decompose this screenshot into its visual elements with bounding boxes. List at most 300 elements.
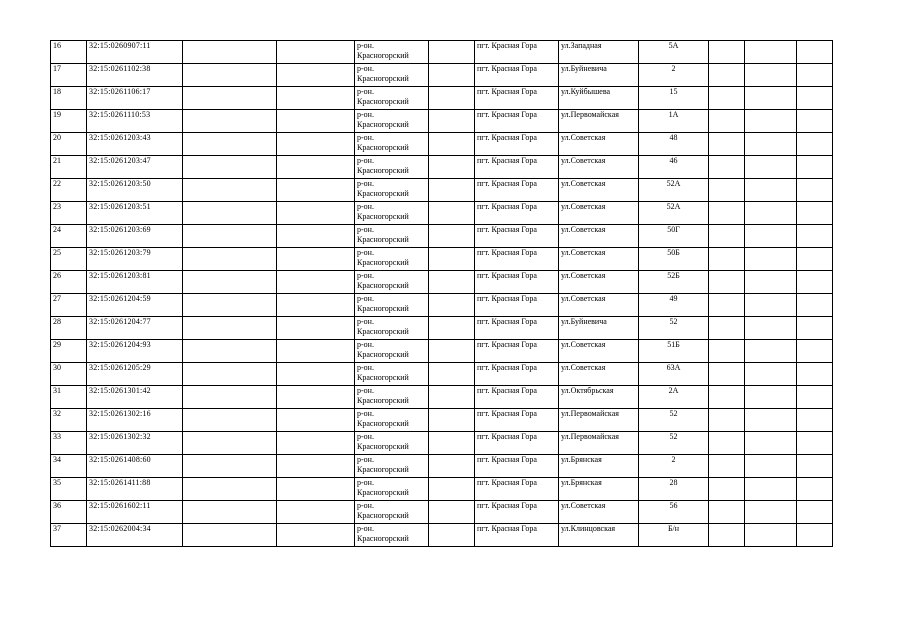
row-number-cell: 30 <box>51 363 87 386</box>
district-line: р-он. <box>357 432 374 441</box>
house-number-cell: 52 <box>639 432 709 455</box>
cadastral-number-cell: 32:15:0261102:38 <box>87 64 183 87</box>
empty-cell <box>429 64 475 87</box>
empty-cell <box>745 179 797 202</box>
district-line: Красногорский <box>357 212 409 221</box>
table-row <box>51 386 833 409</box>
district-line: р-он. <box>357 156 374 165</box>
district-cell <box>355 41 429 64</box>
empty-cell <box>745 409 797 432</box>
street-cell: ул.Советская <box>559 179 639 202</box>
street-cell: ул.Буйневича <box>559 64 639 87</box>
house-number-cell: 52 <box>639 409 709 432</box>
empty-cell <box>183 432 277 455</box>
empty-cell <box>745 501 797 524</box>
empty-cell <box>277 340 355 363</box>
empty-cell <box>709 156 745 179</box>
empty-cell <box>745 202 797 225</box>
cadastral-number-cell: 32:15:0261203:43 <box>87 133 183 156</box>
street-cell: ул.Октябрьская <box>559 386 639 409</box>
district-line: Красногорский <box>357 327 409 336</box>
empty-cell <box>745 110 797 133</box>
empty-cell <box>745 340 797 363</box>
house-number-cell: 46 <box>639 156 709 179</box>
settlement-cell: пгт. Красная Гора <box>475 409 559 432</box>
table-row <box>51 340 833 363</box>
district-line: Красногорский <box>357 373 409 382</box>
street-cell: ул.Первомайская <box>559 110 639 133</box>
table-row <box>51 317 833 340</box>
empty-cell <box>429 409 475 432</box>
empty-cell <box>277 409 355 432</box>
empty-cell <box>797 225 833 248</box>
empty-cell <box>277 478 355 501</box>
empty-cell <box>709 179 745 202</box>
empty-cell <box>277 524 355 547</box>
district-line: р-он. <box>357 248 374 257</box>
street-cell: ул.Советская <box>559 225 639 248</box>
empty-cell <box>183 156 277 179</box>
district-line: Красногорский <box>357 258 409 267</box>
house-number-cell: 28 <box>639 478 709 501</box>
district-cell <box>355 432 429 455</box>
district-line: Красногорский <box>357 511 409 520</box>
empty-cell <box>277 156 355 179</box>
row-number-cell: 25 <box>51 248 87 271</box>
empty-cell <box>277 64 355 87</box>
district-line: р-он. <box>357 202 374 211</box>
district-cell <box>355 524 429 547</box>
district-cell <box>355 340 429 363</box>
district-line: Красногорский <box>357 396 409 405</box>
district-line: р-он. <box>357 64 374 73</box>
empty-cell <box>277 386 355 409</box>
row-number-cell: 22 <box>51 179 87 202</box>
district-cell <box>355 87 429 110</box>
cadastral-number-cell: 32:15:0261203:50 <box>87 179 183 202</box>
settlement-cell: пгт. Красная Гора <box>475 455 559 478</box>
cadastral-number-cell: 32:15:0261110:53 <box>87 110 183 133</box>
street-cell: ул.Советская <box>559 133 639 156</box>
empty-cell <box>183 478 277 501</box>
empty-cell <box>183 179 277 202</box>
empty-cell <box>429 501 475 524</box>
district-line: р-он. <box>357 317 374 326</box>
empty-cell <box>709 409 745 432</box>
empty-cell <box>709 432 745 455</box>
district-line: р-он. <box>357 478 374 487</box>
cadastral-number-cell: 32:15:0261106:17 <box>87 87 183 110</box>
empty-cell <box>709 455 745 478</box>
empty-cell <box>797 156 833 179</box>
empty-cell <box>277 455 355 478</box>
table-row <box>51 363 833 386</box>
street-cell: ул.Советская <box>559 501 639 524</box>
empty-cell <box>797 340 833 363</box>
table-row <box>51 478 833 501</box>
district-line: р-он. <box>357 179 374 188</box>
empty-cell <box>277 271 355 294</box>
district-line: р-он. <box>357 87 374 96</box>
street-cell: ул.Советская <box>559 340 639 363</box>
district-line: Красногорский <box>357 534 409 543</box>
empty-cell <box>183 524 277 547</box>
settlement-cell: пгт. Красная Гора <box>475 501 559 524</box>
empty-cell <box>183 202 277 225</box>
cadastral-number-cell: 32:15:0262004:34 <box>87 524 183 547</box>
empty-cell <box>183 340 277 363</box>
empty-cell <box>709 363 745 386</box>
table-row <box>51 225 833 248</box>
cadastral-number-cell: 32:15:0261204:77 <box>87 317 183 340</box>
cadastral-number-cell: 32:15:0260907:11 <box>87 41 183 64</box>
empty-cell <box>183 64 277 87</box>
table-body <box>51 41 833 547</box>
empty-cell <box>797 524 833 547</box>
cadastral-number-cell: 32:15:0261203:81 <box>87 271 183 294</box>
district-line: р-он. <box>357 455 374 464</box>
settlement-cell: пгт. Красная Гора <box>475 87 559 110</box>
cadastral-number-cell: 32:15:0261205:29 <box>87 363 183 386</box>
table-row <box>51 294 833 317</box>
empty-cell <box>709 294 745 317</box>
street-cell: ул.Советская <box>559 363 639 386</box>
row-number-cell: 37 <box>51 524 87 547</box>
row-number-cell: 24 <box>51 225 87 248</box>
empty-cell <box>797 432 833 455</box>
settlement-cell: пгт. Красная Гора <box>475 225 559 248</box>
empty-cell <box>745 478 797 501</box>
settlement-cell: пгт. Красная Гора <box>475 179 559 202</box>
district-line: Красногорский <box>357 143 409 152</box>
street-cell: ул.Первомайская <box>559 432 639 455</box>
empty-cell <box>745 41 797 64</box>
empty-cell <box>183 133 277 156</box>
district-line: Красногорский <box>357 465 409 474</box>
district-line: Красногорский <box>357 51 409 60</box>
district-line: р-он. <box>357 133 374 142</box>
district-line: Красногорский <box>357 189 409 198</box>
district-line: р-он. <box>357 41 374 50</box>
district-cell <box>355 501 429 524</box>
empty-cell <box>745 133 797 156</box>
district-cell <box>355 156 429 179</box>
settlement-cell: пгт. Красная Гора <box>475 110 559 133</box>
row-number-cell: 18 <box>51 87 87 110</box>
district-cell <box>355 294 429 317</box>
district-line: р-он. <box>357 340 374 349</box>
row-number-cell: 21 <box>51 156 87 179</box>
district-cell <box>355 248 429 271</box>
empty-cell <box>709 202 745 225</box>
empty-cell <box>797 501 833 524</box>
empty-cell <box>797 386 833 409</box>
settlement-cell: пгт. Красная Гора <box>475 294 559 317</box>
cadastral-number-cell: 32:15:0261203:79 <box>87 248 183 271</box>
empty-cell <box>277 317 355 340</box>
empty-cell <box>277 87 355 110</box>
empty-cell <box>429 271 475 294</box>
district-line: Красногорский <box>357 350 409 359</box>
empty-cell <box>183 455 277 478</box>
street-cell: ул.Западная <box>559 41 639 64</box>
house-number-cell: 51Б <box>639 340 709 363</box>
empty-cell <box>429 340 475 363</box>
settlement-cell: пгт. Красная Гора <box>475 156 559 179</box>
district-line: р-он. <box>357 294 374 303</box>
table-row <box>51 110 833 133</box>
row-number-cell: 32 <box>51 409 87 432</box>
empty-cell <box>745 317 797 340</box>
district-line: р-он. <box>357 225 374 234</box>
row-number-cell: 17 <box>51 64 87 87</box>
street-cell: ул.Советская <box>559 271 639 294</box>
empty-cell <box>429 432 475 455</box>
empty-cell <box>797 271 833 294</box>
district-cell <box>355 271 429 294</box>
empty-cell <box>797 363 833 386</box>
land-plots-table <box>50 40 833 547</box>
row-number-cell: 36 <box>51 501 87 524</box>
empty-cell <box>797 317 833 340</box>
empty-cell <box>797 133 833 156</box>
house-number-cell: 5А <box>639 41 709 64</box>
empty-cell <box>277 110 355 133</box>
district-cell <box>355 225 429 248</box>
district-cell <box>355 409 429 432</box>
empty-cell <box>429 455 475 478</box>
row-number-cell: 26 <box>51 271 87 294</box>
empty-cell <box>429 110 475 133</box>
district-cell <box>355 179 429 202</box>
settlement-cell: пгт. Красная Гора <box>475 202 559 225</box>
district-line: Красногорский <box>357 488 409 497</box>
settlement-cell: пгт. Красная Гора <box>475 363 559 386</box>
empty-cell <box>277 41 355 64</box>
empty-cell <box>709 133 745 156</box>
street-cell: ул.Советская <box>559 294 639 317</box>
house-number-cell: 56 <box>639 501 709 524</box>
empty-cell <box>709 317 745 340</box>
district-line: Красногорский <box>357 166 409 175</box>
empty-cell <box>183 41 277 64</box>
row-number-cell: 20 <box>51 133 87 156</box>
table-row <box>51 455 833 478</box>
empty-cell <box>277 501 355 524</box>
house-number-cell: 52А <box>639 179 709 202</box>
empty-cell <box>277 363 355 386</box>
empty-cell <box>429 386 475 409</box>
empty-cell <box>797 409 833 432</box>
row-number-cell: 19 <box>51 110 87 133</box>
district-line: р-он. <box>357 409 374 418</box>
row-number-cell: 16 <box>51 41 87 64</box>
house-number-cell: 15 <box>639 87 709 110</box>
empty-cell <box>797 64 833 87</box>
empty-cell <box>797 110 833 133</box>
empty-cell <box>429 478 475 501</box>
empty-cell <box>429 87 475 110</box>
cadastral-number-cell: 32:15:0261204:59 <box>87 294 183 317</box>
empty-cell <box>277 133 355 156</box>
empty-cell <box>429 317 475 340</box>
empty-cell <box>745 432 797 455</box>
district-line: Красногорский <box>357 304 409 313</box>
row-number-cell: 35 <box>51 478 87 501</box>
district-line: Красногорский <box>357 120 409 129</box>
district-cell <box>355 317 429 340</box>
district-line: р-он. <box>357 501 374 510</box>
empty-cell <box>429 248 475 271</box>
settlement-cell: пгт. Красная Гора <box>475 386 559 409</box>
district-line: Красногорский <box>357 235 409 244</box>
empty-cell <box>277 294 355 317</box>
district-line: р-он. <box>357 386 374 395</box>
row-number-cell: 31 <box>51 386 87 409</box>
district-line: р-он. <box>357 363 374 372</box>
house-number-cell: 52А <box>639 202 709 225</box>
empty-cell <box>277 202 355 225</box>
row-number-cell: 34 <box>51 455 87 478</box>
settlement-cell: пгт. Красная Гора <box>475 64 559 87</box>
house-number-cell: Б/н <box>639 524 709 547</box>
district-cell <box>355 110 429 133</box>
row-number-cell: 29 <box>51 340 87 363</box>
settlement-cell: пгт. Красная Гора <box>475 41 559 64</box>
empty-cell <box>797 294 833 317</box>
empty-cell <box>797 41 833 64</box>
empty-cell <box>745 363 797 386</box>
empty-cell <box>745 225 797 248</box>
empty-cell <box>797 478 833 501</box>
cadastral-number-cell: 32:15:0261602:11 <box>87 501 183 524</box>
house-number-cell: 49 <box>639 294 709 317</box>
empty-cell <box>429 41 475 64</box>
empty-cell <box>709 87 745 110</box>
empty-cell <box>429 202 475 225</box>
empty-cell <box>277 225 355 248</box>
empty-cell <box>709 110 745 133</box>
district-line: Красногорский <box>357 281 409 290</box>
table-row <box>51 409 833 432</box>
row-number-cell: 28 <box>51 317 87 340</box>
empty-cell <box>709 248 745 271</box>
district-line: Красногорский <box>357 442 409 451</box>
empty-cell <box>183 363 277 386</box>
house-number-cell: 50Б <box>639 248 709 271</box>
district-line: р-он. <box>357 110 374 119</box>
house-number-cell: 48 <box>639 133 709 156</box>
house-number-cell: 52Б <box>639 271 709 294</box>
district-line: р-он. <box>357 271 374 280</box>
empty-cell <box>797 202 833 225</box>
house-number-cell: 63А <box>639 363 709 386</box>
street-cell: ул.Буйневича <box>559 317 639 340</box>
settlement-cell: пгт. Красная Гора <box>475 432 559 455</box>
row-number-cell: 27 <box>51 294 87 317</box>
row-number-cell: 33 <box>51 432 87 455</box>
settlement-cell: пгт. Красная Гора <box>475 317 559 340</box>
house-number-cell: 52 <box>639 317 709 340</box>
house-number-cell: 2 <box>639 455 709 478</box>
street-cell: ул.Брянская <box>559 478 639 501</box>
empty-cell <box>429 133 475 156</box>
empty-cell <box>797 455 833 478</box>
settlement-cell: пгт. Красная Гора <box>475 524 559 547</box>
empty-cell <box>797 87 833 110</box>
cadastral-number-cell: 32:15:0261204:93 <box>87 340 183 363</box>
empty-cell <box>745 64 797 87</box>
street-cell: ул.Советская <box>559 248 639 271</box>
settlement-cell: пгт. Красная Гора <box>475 340 559 363</box>
empty-cell <box>429 225 475 248</box>
empty-cell <box>183 409 277 432</box>
cadastral-number-cell: 32:15:0261301:42 <box>87 386 183 409</box>
street-cell: ул.Первомайская <box>559 409 639 432</box>
empty-cell <box>277 248 355 271</box>
empty-cell <box>709 225 745 248</box>
empty-cell <box>745 524 797 547</box>
table-row <box>51 64 833 87</box>
empty-cell <box>745 455 797 478</box>
empty-cell <box>183 248 277 271</box>
table-row <box>51 501 833 524</box>
cadastral-number-cell: 32:15:0261302:32 <box>87 432 183 455</box>
empty-cell <box>745 156 797 179</box>
empty-cell <box>429 156 475 179</box>
district-cell <box>355 202 429 225</box>
empty-cell <box>429 294 475 317</box>
empty-cell <box>277 432 355 455</box>
empty-cell <box>797 248 833 271</box>
house-number-cell: 2А <box>639 386 709 409</box>
street-cell: ул.Советская <box>559 202 639 225</box>
district-cell <box>355 64 429 87</box>
empty-cell <box>183 271 277 294</box>
cadastral-number-cell: 32:15:0261203:51 <box>87 202 183 225</box>
table-row <box>51 524 833 547</box>
empty-cell <box>183 294 277 317</box>
empty-cell <box>429 363 475 386</box>
empty-cell <box>745 248 797 271</box>
house-number-cell: 1А <box>639 110 709 133</box>
row-number-cell: 23 <box>51 202 87 225</box>
table-row <box>51 432 833 455</box>
empty-cell <box>709 501 745 524</box>
empty-cell <box>797 179 833 202</box>
cadastral-number-cell: 32:15:0261302:16 <box>87 409 183 432</box>
empty-cell <box>709 386 745 409</box>
district-line: р-он. <box>357 524 374 533</box>
empty-cell <box>709 478 745 501</box>
empty-cell <box>429 524 475 547</box>
empty-cell <box>745 87 797 110</box>
empty-cell <box>745 271 797 294</box>
settlement-cell: пгт. Красная Гора <box>475 478 559 501</box>
empty-cell <box>745 294 797 317</box>
district-cell <box>355 133 429 156</box>
street-cell: ул.Советская <box>559 156 639 179</box>
table-row <box>51 202 833 225</box>
settlement-cell: пгт. Красная Гора <box>475 271 559 294</box>
district-line: Красногорский <box>357 419 409 428</box>
table-row <box>51 179 833 202</box>
empty-cell <box>709 271 745 294</box>
cadastral-number-cell: 32:15:0261203:69 <box>87 225 183 248</box>
empty-cell <box>183 110 277 133</box>
street-cell: ул.Куйбышева <box>559 87 639 110</box>
empty-cell <box>429 179 475 202</box>
